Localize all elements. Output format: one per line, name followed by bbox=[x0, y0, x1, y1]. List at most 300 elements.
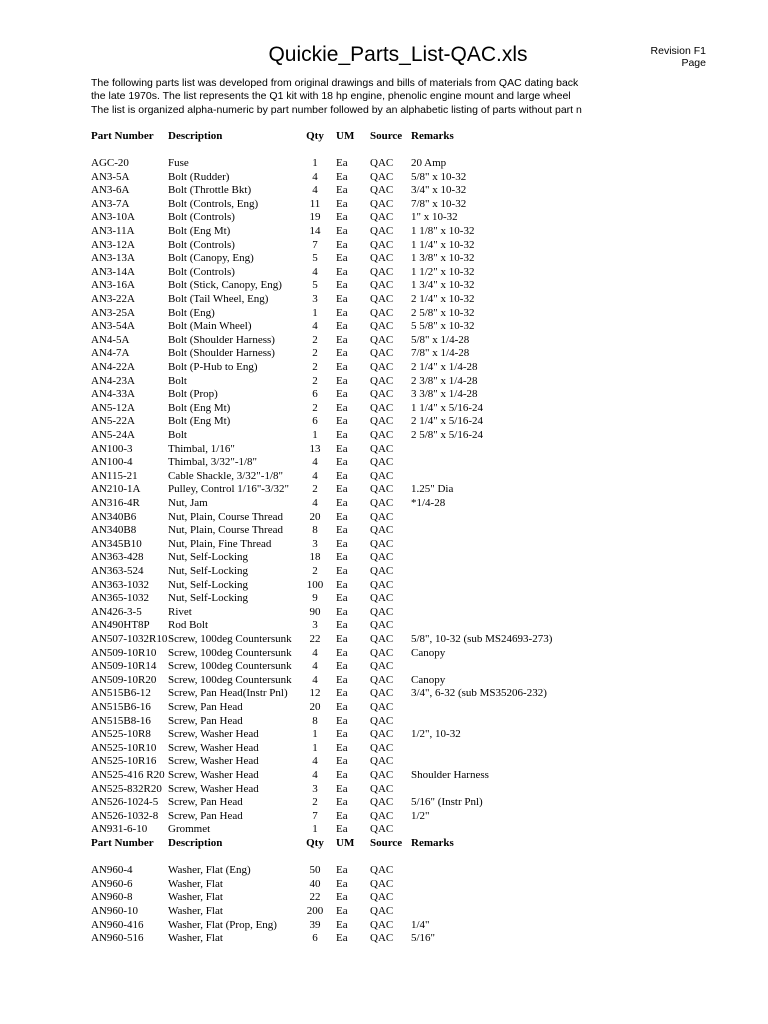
qty-cell: 2 bbox=[312, 361, 318, 373]
qty-cell: 2 bbox=[312, 796, 318, 808]
remarks-cell: 5/16" (Instr Pnl) bbox=[411, 796, 483, 808]
remarks-cell: Canopy bbox=[411, 647, 446, 659]
qty-cell: 4 bbox=[312, 456, 318, 468]
source-cell: QAC bbox=[370, 511, 394, 523]
source-cell: QAC bbox=[370, 579, 394, 591]
qty-cell: 14 bbox=[309, 225, 321, 237]
source-cell: QAC bbox=[370, 402, 394, 414]
source-cell: QAC bbox=[370, 307, 394, 319]
qty-cell: 4 bbox=[312, 184, 318, 196]
description-cell: Washer, Flat bbox=[168, 878, 223, 890]
remarks-cell: 5/16" bbox=[411, 932, 436, 944]
document-title: Quickie_Parts_List-QAC.xls bbox=[268, 43, 528, 66]
description-cell: Rod Bolt bbox=[168, 619, 209, 631]
table-row bbox=[0, 538, 768, 552]
um-cell: Ea bbox=[336, 511, 348, 523]
table-row bbox=[0, 783, 768, 797]
description-cell: Bolt (Controls) bbox=[168, 211, 235, 223]
qty-cell: 22 bbox=[309, 891, 321, 903]
description-cell: Rivet bbox=[168, 606, 192, 618]
table-row bbox=[0, 551, 768, 565]
table-row bbox=[0, 932, 768, 946]
description-cell: Bolt (Main Wheel) bbox=[168, 320, 252, 332]
um-cell: Ea bbox=[336, 225, 348, 237]
table-row bbox=[0, 470, 768, 484]
part-number-cell: AN515B6-16 bbox=[91, 701, 151, 713]
column-header-part: Part Number bbox=[91, 837, 154, 849]
um-cell: Ea bbox=[336, 565, 348, 577]
source-cell: QAC bbox=[370, 742, 394, 754]
qty-cell: 3 bbox=[312, 619, 318, 631]
part-number-cell: AN525-832R20 bbox=[91, 783, 162, 795]
source-cell: QAC bbox=[370, 538, 394, 550]
part-number-cell: AN3-7A bbox=[91, 198, 130, 210]
source-cell: QAC bbox=[370, 184, 394, 196]
qty-cell: 39 bbox=[309, 919, 321, 931]
description-cell: Screw, Washer Head bbox=[168, 728, 259, 740]
qty-cell: 3 bbox=[312, 293, 318, 305]
remarks-cell: 5 5/8" x 10-32 bbox=[411, 320, 475, 332]
column-header-qty: Qty bbox=[306, 837, 324, 849]
qty-cell: 100 bbox=[306, 579, 324, 591]
part-number-cell: AN363-524 bbox=[91, 565, 144, 577]
qty-cell: 6 bbox=[312, 388, 318, 400]
qty-cell: 4 bbox=[312, 674, 318, 686]
description-cell: Washer, Flat (Prop, Eng) bbox=[168, 919, 277, 931]
um-cell: Ea bbox=[336, 252, 348, 264]
qty-cell: 7 bbox=[312, 810, 318, 822]
table-row bbox=[0, 592, 768, 606]
description-cell: Bolt (Prop) bbox=[168, 388, 218, 400]
table-row bbox=[0, 864, 768, 878]
qty-cell: 90 bbox=[309, 606, 321, 618]
um-cell: Ea bbox=[336, 728, 348, 740]
qty-cell: 4 bbox=[312, 755, 318, 767]
description-cell: Bolt (P-Hub to Eng) bbox=[168, 361, 258, 373]
remarks-cell: 2 5/8" x 10-32 bbox=[411, 307, 475, 319]
qty-cell: 3 bbox=[312, 783, 318, 795]
part-number-cell: AN960-416 bbox=[91, 919, 144, 931]
um-cell: Ea bbox=[336, 551, 348, 563]
source-cell: QAC bbox=[370, 551, 394, 563]
source-cell: QAC bbox=[370, 810, 394, 822]
qty-cell: 8 bbox=[312, 524, 318, 536]
table-row bbox=[0, 619, 768, 633]
remarks-cell: 1 3/4" x 10-32 bbox=[411, 279, 475, 291]
um-cell: Ea bbox=[336, 660, 348, 672]
remarks-cell: 2 1/4" x 5/16-24 bbox=[411, 415, 484, 427]
remarks-cell: 1/2", 10-32 bbox=[411, 728, 461, 740]
qty-cell: 1 bbox=[312, 742, 318, 754]
table-row bbox=[0, 347, 768, 361]
qty-cell: 4 bbox=[312, 171, 318, 183]
revision-block bbox=[651, 45, 706, 69]
qty-cell: 2 bbox=[312, 347, 318, 359]
source-cell: QAC bbox=[370, 701, 394, 713]
description-cell: Bolt (Controls) bbox=[168, 239, 235, 251]
part-number-cell: AN3-54A bbox=[91, 320, 135, 332]
description-cell: Bolt (Rudder) bbox=[168, 171, 230, 183]
um-cell: Ea bbox=[336, 415, 348, 427]
part-number-cell: AN115-21 bbox=[91, 470, 138, 482]
part-number-cell: AN100-3 bbox=[91, 443, 133, 455]
remarks-cell: *1/4-28 bbox=[411, 497, 446, 509]
column-header-um: UM bbox=[336, 837, 355, 849]
um-cell: Ea bbox=[336, 742, 348, 754]
qty-cell: 8 bbox=[312, 715, 318, 727]
column-header-remarks: Remarks bbox=[411, 130, 454, 142]
um-cell: Ea bbox=[336, 157, 348, 169]
part-number-cell: AN515B6-12 bbox=[91, 687, 151, 699]
intro-line: The list is organized alpha-numeric by part number followed by an alphabetic listing of parts without part n bbox=[91, 103, 582, 116]
source-cell: QAC bbox=[370, 293, 394, 305]
table-row bbox=[0, 388, 768, 402]
description-cell: Screw, 100deg Countersunk bbox=[168, 674, 292, 686]
remarks-cell: 5/8" x 10-32 bbox=[411, 171, 467, 183]
part-number-cell: AN363-1032 bbox=[91, 579, 150, 591]
table-row bbox=[0, 524, 768, 538]
part-number-cell: AN509-10R20 bbox=[91, 674, 157, 686]
qty-cell: 200 bbox=[306, 905, 324, 917]
table-row bbox=[0, 755, 768, 769]
part-number-cell: AN3-13A bbox=[91, 252, 135, 264]
source-cell: QAC bbox=[370, 592, 394, 604]
qty-cell: 9 bbox=[312, 592, 318, 604]
remarks-cell: 1 1/2" x 10-32 bbox=[411, 266, 475, 278]
qty-cell: 1 bbox=[312, 823, 318, 835]
table-row bbox=[0, 728, 768, 742]
um-cell: Ea bbox=[336, 307, 348, 319]
part-number-cell: AN525-10R16 bbox=[91, 755, 157, 767]
remarks-cell: 1.25" Dia bbox=[411, 483, 454, 495]
table-row bbox=[0, 443, 768, 457]
source-cell: QAC bbox=[370, 429, 394, 441]
part-number-cell: AN100-4 bbox=[91, 456, 133, 468]
table-row bbox=[0, 483, 768, 497]
um-cell: Ea bbox=[336, 864, 348, 876]
qty-cell: 19 bbox=[309, 211, 321, 223]
source-cell: QAC bbox=[370, 864, 394, 876]
um-cell: Ea bbox=[336, 279, 348, 291]
description-cell: Screw, 100deg Countersunk bbox=[168, 647, 292, 659]
description-cell: Washer, Flat bbox=[168, 905, 223, 917]
description-cell: Screw, Washer Head bbox=[168, 742, 259, 754]
source-cell: QAC bbox=[370, 198, 394, 210]
qty-cell: 1 bbox=[312, 157, 318, 169]
remarks-cell: 2 1/4" x 10-32 bbox=[411, 293, 475, 305]
remarks-cell: 1/4" bbox=[411, 919, 430, 931]
description-cell: Screw, Pan Head(Instr Pnl) bbox=[168, 687, 288, 699]
um-cell: Ea bbox=[336, 497, 348, 509]
table-row bbox=[0, 456, 768, 470]
um-cell: Ea bbox=[336, 592, 348, 604]
table-row bbox=[0, 565, 768, 579]
qty-cell: 2 bbox=[312, 565, 318, 577]
part-number-cell: AN345B10 bbox=[91, 538, 142, 550]
um-cell: Ea bbox=[336, 184, 348, 196]
qty-cell: 2 bbox=[312, 402, 318, 414]
description-cell: Bolt (Throttle Bkt) bbox=[168, 184, 252, 196]
part-number-cell: AN3-5A bbox=[91, 171, 130, 183]
table-row bbox=[0, 225, 768, 239]
table-row bbox=[0, 919, 768, 933]
part-number-cell: AN3-22A bbox=[91, 293, 135, 305]
qty-cell: 1 bbox=[312, 429, 318, 441]
description-cell: Bolt bbox=[168, 429, 187, 441]
source-cell: QAC bbox=[370, 320, 394, 332]
table-row bbox=[0, 252, 768, 266]
description-cell: Screw, Pan Head bbox=[168, 715, 243, 727]
source-cell: QAC bbox=[370, 266, 394, 278]
um-cell: Ea bbox=[336, 810, 348, 822]
table-row bbox=[0, 334, 768, 348]
source-cell: QAC bbox=[370, 497, 394, 509]
part-number-cell: AN960-10 bbox=[91, 905, 139, 917]
part-number-cell: AN340B6 bbox=[91, 511, 137, 523]
column-header-source: Source bbox=[370, 837, 403, 849]
source-cell: QAC bbox=[370, 279, 394, 291]
qty-cell: 4 bbox=[312, 660, 318, 672]
table-row bbox=[0, 511, 768, 525]
part-number-cell: AN363-428 bbox=[91, 551, 144, 563]
source-cell: QAC bbox=[370, 375, 394, 387]
page-label: Page bbox=[681, 57, 706, 69]
part-number-cell: AN4-5A bbox=[91, 334, 130, 346]
column-header-desc: Description bbox=[168, 130, 223, 142]
source-cell: QAC bbox=[370, 674, 394, 686]
remarks-cell: 1 1/4" x 5/16-24 bbox=[411, 402, 484, 414]
part-number-cell: AN5-22A bbox=[91, 415, 135, 427]
qty-cell: 50 bbox=[309, 864, 321, 876]
table-row bbox=[0, 742, 768, 756]
description-cell: Washer, Flat (Eng) bbox=[168, 864, 251, 876]
um-cell: Ea bbox=[336, 769, 348, 781]
part-number-cell: AN3-11A bbox=[91, 225, 135, 237]
description-cell: Bolt (Controls, Eng) bbox=[168, 198, 259, 210]
intro-line: the late 1970s. The list represents the Q1 kit with 18 hp engine, phenolic engine mount and large wheel bbox=[91, 90, 571, 103]
remarks-cell: 1 1/8" x 10-32 bbox=[411, 225, 475, 237]
qty-cell: 4 bbox=[312, 647, 318, 659]
intro-line: The following parts list was developed from original drawings and bills of materials from QAC dating back bbox=[91, 77, 579, 89]
table-row bbox=[0, 198, 768, 212]
remarks-cell: 1/2" bbox=[411, 810, 430, 822]
table-row bbox=[0, 293, 768, 307]
table-row bbox=[0, 823, 768, 837]
description-cell: Nut, Self-Locking bbox=[168, 565, 249, 577]
um-cell: Ea bbox=[336, 443, 348, 455]
source-cell: QAC bbox=[370, 334, 394, 346]
table-row bbox=[0, 320, 768, 334]
table-row bbox=[0, 211, 768, 225]
table-row bbox=[0, 905, 768, 919]
table-row bbox=[0, 579, 768, 593]
qty-cell: 2 bbox=[312, 375, 318, 387]
description-cell: Bolt (Eng) bbox=[168, 307, 215, 319]
table-row bbox=[0, 429, 768, 443]
part-number-cell: AN507-1032R10 bbox=[91, 633, 168, 645]
part-number-cell: AN4-7A bbox=[91, 347, 130, 359]
part-number-cell: AN515B8-16 bbox=[91, 715, 151, 727]
part-number-cell: AN526-1024-5 bbox=[91, 796, 159, 808]
um-cell: Ea bbox=[336, 796, 348, 808]
source-cell: QAC bbox=[370, 823, 394, 835]
description-cell: Screw, Washer Head bbox=[168, 783, 259, 795]
source-cell: QAC bbox=[370, 415, 394, 427]
part-number-cell: AN3-14A bbox=[91, 266, 135, 278]
remarks-cell: 2 3/8" x 1/4-28 bbox=[411, 375, 478, 387]
um-cell: Ea bbox=[336, 755, 348, 767]
description-cell: Nut, Plain, Course Thread bbox=[168, 511, 283, 523]
description-cell: Bolt (Stick, Canopy, Eng) bbox=[168, 279, 282, 291]
remarks-cell: 5/8", 10-32 (sub MS24693-273) bbox=[411, 633, 553, 645]
table-header-row bbox=[0, 130, 768, 144]
part-number-cell: AN931-6-10 bbox=[91, 823, 148, 835]
part-number-cell: AN4-23A bbox=[91, 375, 135, 387]
qty-cell: 5 bbox=[312, 252, 318, 264]
description-cell: Washer, Flat bbox=[168, 932, 223, 944]
description-cell: Bolt (Eng Mt) bbox=[168, 225, 231, 237]
part-number-cell: AGC-20 bbox=[91, 157, 129, 169]
part-number-cell: AN509-10R10 bbox=[91, 647, 157, 659]
um-cell: Ea bbox=[336, 171, 348, 183]
source-cell: QAC bbox=[370, 470, 394, 482]
qty-cell: 22 bbox=[309, 633, 321, 645]
description-cell: Bolt (Eng Mt) bbox=[168, 402, 231, 414]
um-cell: Ea bbox=[336, 266, 348, 278]
qty-cell: 4 bbox=[312, 320, 318, 332]
table-row bbox=[0, 647, 768, 661]
remarks-cell: 1" x 10-32 bbox=[411, 211, 458, 223]
source-cell: QAC bbox=[370, 524, 394, 536]
um-cell: Ea bbox=[336, 483, 348, 495]
um-cell: Ea bbox=[336, 347, 348, 359]
description-cell: Bolt (Controls) bbox=[168, 266, 235, 278]
source-cell: QAC bbox=[370, 728, 394, 740]
remarks-cell: 20 Amp bbox=[411, 157, 447, 169]
qty-cell: 12 bbox=[309, 687, 321, 699]
qty-cell: 3 bbox=[312, 538, 318, 550]
description-cell: Fuse bbox=[168, 157, 189, 169]
qty-cell: 4 bbox=[312, 470, 318, 482]
column-header-source: Source bbox=[370, 130, 403, 142]
description-cell: Screw, Washer Head bbox=[168, 769, 259, 781]
table-row bbox=[0, 769, 768, 783]
table-row bbox=[0, 674, 768, 688]
source-cell: QAC bbox=[370, 769, 394, 781]
source-cell: QAC bbox=[370, 660, 394, 672]
um-cell: Ea bbox=[336, 429, 348, 441]
um-cell: Ea bbox=[336, 470, 348, 482]
remarks-cell: 3/4" x 10-32 bbox=[411, 184, 467, 196]
source-cell: QAC bbox=[370, 388, 394, 400]
source-cell: QAC bbox=[370, 619, 394, 631]
qty-cell: 18 bbox=[309, 551, 321, 563]
um-cell: Ea bbox=[336, 701, 348, 713]
um-cell: Ea bbox=[336, 456, 348, 468]
source-cell: QAC bbox=[370, 796, 394, 808]
part-number-cell: AN525-10R8 bbox=[91, 728, 151, 740]
description-cell: Pulley, Control 1/16"-3/32" bbox=[168, 483, 290, 495]
description-cell: Bolt (Shoulder Harness) bbox=[168, 347, 275, 359]
source-cell: QAC bbox=[370, 919, 394, 931]
table-row bbox=[0, 497, 768, 511]
um-cell: Ea bbox=[336, 606, 348, 618]
description-cell: Thimbal, 3/32"-1/8" bbox=[168, 456, 258, 468]
um-cell: Ea bbox=[336, 715, 348, 727]
qty-cell: 5 bbox=[312, 279, 318, 291]
qty-cell: 4 bbox=[312, 769, 318, 781]
part-number-cell: AN960-6 bbox=[91, 878, 133, 890]
table-row bbox=[0, 701, 768, 715]
description-cell: Bolt (Tail Wheel, Eng) bbox=[168, 293, 269, 305]
part-number-cell: AN3-6A bbox=[91, 184, 130, 196]
description-cell: Thimbal, 1/16" bbox=[168, 443, 235, 455]
qty-cell: 6 bbox=[312, 415, 318, 427]
table-row bbox=[0, 891, 768, 905]
table-header-row bbox=[0, 837, 768, 851]
description-cell: Nut, Plain, Fine Thread bbox=[168, 538, 272, 550]
um-cell: Ea bbox=[336, 388, 348, 400]
um-cell: Ea bbox=[336, 524, 348, 536]
source-cell: QAC bbox=[370, 783, 394, 795]
source-cell: QAC bbox=[370, 755, 394, 767]
intro-paragraph bbox=[91, 77, 605, 117]
part-number-cell: AN960-516 bbox=[91, 932, 144, 944]
part-number-cell: AN5-12A bbox=[91, 402, 135, 414]
um-cell: Ea bbox=[336, 579, 348, 591]
revision-label: Revision F1 bbox=[650, 45, 706, 57]
source-cell: QAC bbox=[370, 565, 394, 577]
um-cell: Ea bbox=[336, 239, 348, 251]
um-cell: Ea bbox=[336, 619, 348, 631]
table-row bbox=[0, 660, 768, 674]
um-cell: Ea bbox=[336, 361, 348, 373]
source-cell: QAC bbox=[370, 239, 394, 251]
remarks-cell: 7/8" x 10-32 bbox=[411, 198, 467, 210]
um-cell: Ea bbox=[336, 647, 348, 659]
description-cell: Bolt bbox=[168, 375, 187, 387]
source-cell: QAC bbox=[370, 715, 394, 727]
part-number-cell: AN3-10A bbox=[91, 211, 135, 223]
um-cell: Ea bbox=[336, 293, 348, 305]
um-cell: Ea bbox=[336, 783, 348, 795]
remarks-cell: 3 3/8" x 1/4-28 bbox=[411, 388, 478, 400]
um-cell: Ea bbox=[336, 919, 348, 931]
um-cell: Ea bbox=[336, 538, 348, 550]
part-number-cell: AN960-4 bbox=[91, 864, 133, 876]
qty-cell: 4 bbox=[312, 497, 318, 509]
part-number-cell: AN210-1A bbox=[91, 483, 141, 495]
description-cell: Washer, Flat bbox=[168, 891, 223, 903]
um-cell: Ea bbox=[336, 334, 348, 346]
um-cell: Ea bbox=[336, 402, 348, 414]
source-cell: QAC bbox=[370, 171, 394, 183]
table-row bbox=[0, 796, 768, 810]
table-row bbox=[0, 279, 768, 293]
table-row bbox=[0, 266, 768, 280]
description-cell: Nut, Self-Locking bbox=[168, 592, 249, 604]
description-cell: Screw, 100deg Countersunk bbox=[168, 660, 292, 672]
qty-cell: 2 bbox=[312, 483, 318, 495]
remarks-cell: 7/8" x 1/4-28 bbox=[411, 347, 470, 359]
source-cell: QAC bbox=[370, 252, 394, 264]
description-cell: Bolt (Shoulder Harness) bbox=[168, 334, 275, 346]
source-cell: QAC bbox=[370, 647, 394, 659]
qty-cell: 1 bbox=[312, 307, 318, 319]
part-number-cell: AN3-16A bbox=[91, 279, 135, 291]
source-cell: QAC bbox=[370, 456, 394, 468]
qty-cell: 11 bbox=[309, 198, 321, 210]
